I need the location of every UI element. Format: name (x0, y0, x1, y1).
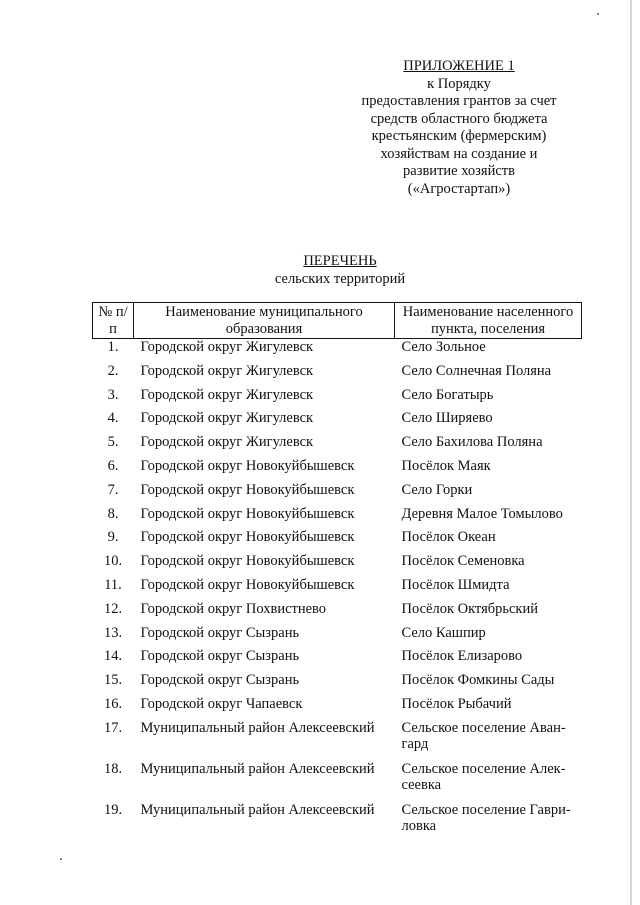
row-settlement: Село Горки (401, 481, 473, 498)
table-row (93, 577, 582, 601)
row-number: 13. (103, 624, 123, 641)
row-municipality: Городской округ Жигулевск (140, 434, 314, 451)
row-number: 1. (107, 339, 119, 355)
row-municipality: Городской округ Новокуйбышевск (140, 481, 355, 498)
row-number: 7. (107, 481, 119, 498)
table-row (93, 625, 582, 649)
row-settlement: Посёлок Рыбачий (401, 695, 512, 712)
table-row (93, 802, 582, 843)
row-number: 17. (103, 719, 123, 736)
table-header-row (93, 303, 582, 339)
appendix-line: к Порядку (427, 75, 491, 92)
table-body (93, 339, 582, 843)
table-row (93, 529, 582, 553)
table-row (93, 387, 582, 411)
appendix-line: («Агростартап») (407, 180, 511, 197)
row-number: 2. (107, 362, 119, 379)
row-municipality: Городской округ Жигулевск (140, 362, 314, 379)
table-row (93, 458, 582, 482)
table-row (93, 696, 582, 720)
table-row (93, 648, 582, 672)
row-municipality: Городской округ Новокуйбышевск (140, 576, 355, 593)
header-number: № п/п (93, 303, 134, 339)
row-settlement: Сельское поселение Аван-гард (401, 719, 566, 753)
table-row (93, 482, 582, 506)
list-subtitle: сельских территорий (274, 270, 406, 287)
list-title: ПЕРЕЧЕНЬ (303, 253, 377, 269)
row-number: 19. (103, 801, 123, 818)
appendix-title: ПРИЛОЖЕНИЕ 1 (403, 58, 515, 74)
row-number: 4. (107, 410, 119, 427)
row-settlement: Посёлок Маяк (401, 457, 491, 474)
row-settlement: Село Зольное (401, 339, 486, 355)
table-row (93, 720, 582, 761)
header-settlement: Наименование населенного пункта, поселения (395, 303, 582, 339)
row-municipality: Городской округ Новокуйбышевск (140, 505, 355, 522)
table-row (93, 553, 582, 577)
table-row (93, 339, 582, 363)
list-heading (0, 253, 640, 288)
row-settlement: Посёлок Октябрьский (401, 600, 538, 617)
table-row (93, 761, 582, 802)
row-settlement: Село Богатырь (401, 386, 494, 403)
row-number: 15. (103, 672, 123, 689)
row-municipality: Городской округ Жигулевск (140, 386, 314, 403)
row-municipality: Городской округ Похвистнево (140, 600, 327, 617)
scan-speck (597, 13, 599, 15)
row-municipality: Городской округ Новокуйбышевск (140, 457, 355, 474)
table-row (93, 363, 582, 387)
scan-edge (630, 0, 632, 905)
appendix-line: крестьянским (фермерским) (371, 128, 547, 144)
row-settlement: Посёлок Семеновка (401, 553, 525, 570)
row-settlement: Село Кашпир (401, 624, 486, 641)
row-number: 10. (103, 553, 123, 570)
row-number: 5. (107, 434, 119, 451)
row-settlement: Посёлок Океан (401, 529, 496, 546)
row-municipality: Муниципальный район Алексеевский (140, 801, 375, 818)
row-municipality: Городской округ Сызрань (140, 648, 300, 665)
header-municipality: Наименование муниципального образования (134, 303, 395, 339)
row-settlement: Сельское поселение Алек-сеевка (401, 760, 566, 794)
row-number: 9. (107, 529, 119, 546)
table-row (93, 410, 582, 434)
row-municipality: Городской округ Новокуйбышевск (140, 553, 355, 570)
row-number: 18. (103, 760, 123, 777)
row-settlement: Село Ширяево (401, 410, 493, 427)
table-row (93, 601, 582, 625)
row-number: 3. (107, 386, 119, 403)
row-municipality: Городской округ Сызрань (140, 672, 300, 689)
row-municipality: Муниципальный район Алексеевский (140, 760, 375, 777)
row-number: 6. (107, 457, 119, 474)
table-row (93, 434, 582, 458)
territories-table (92, 302, 582, 843)
row-municipality: Муниципальный район Алексеевский (140, 719, 375, 736)
row-settlement: Село Бахилова Поляна (401, 434, 543, 451)
row-municipality: Городской округ Жигулевск (140, 339, 314, 355)
table-row (93, 672, 582, 696)
row-municipality: Городской округ Сызрань (140, 624, 300, 641)
row-number: 14. (103, 648, 123, 665)
row-number: 8. (107, 505, 119, 522)
table-row (93, 506, 582, 530)
appendix-line: предоставления грантов за счет (361, 93, 557, 109)
row-settlement: Посёлок Елизарово (401, 648, 523, 665)
scan-speck (60, 858, 62, 860)
appendix-header (330, 58, 588, 198)
row-settlement: Посёлок Фомкины Сады (401, 672, 555, 689)
row-settlement: Деревня Малое Томылово (401, 505, 563, 522)
appendix-line: хозяйствам на создание и (380, 145, 538, 162)
appendix-line: развитие хозяйств (403, 163, 515, 179)
row-settlement: Посёлок Шмидта (401, 576, 510, 593)
row-settlement: Село Солнечная Поляна (401, 362, 552, 379)
row-number: 12. (103, 600, 123, 617)
row-settlement: Сельское поселение Гаври-ловка (401, 801, 571, 835)
row-municipality: Городской округ Чапаевск (140, 695, 303, 712)
row-number: 11. (104, 576, 122, 593)
row-number: 16. (103, 695, 123, 712)
row-municipality: Городской округ Жигулевск (140, 410, 314, 427)
appendix-line: средств областного бюджета (370, 110, 548, 127)
row-municipality: Городской округ Новокуйбышевск (140, 529, 355, 546)
